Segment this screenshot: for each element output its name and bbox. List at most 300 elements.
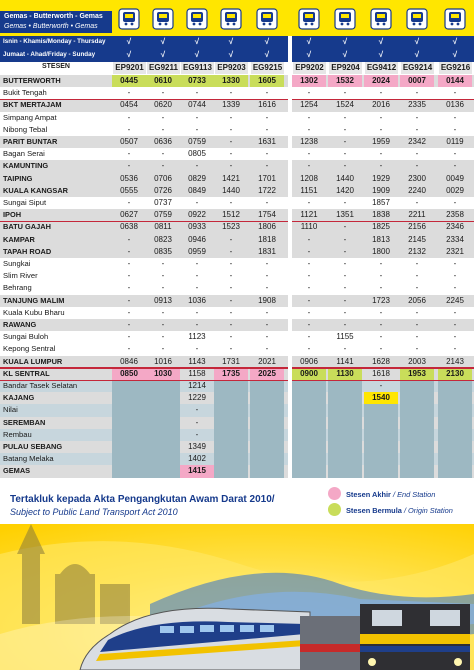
station-header: STESEN: [0, 63, 112, 70]
time-cell: -: [307, 307, 311, 317]
station-name: Nilai: [3, 405, 18, 415]
time-cell: [292, 380, 326, 392]
time-cell: [438, 392, 472, 404]
time-cell: 0850: [112, 368, 146, 380]
time-cell: -: [307, 344, 311, 354]
time-cell: [328, 453, 362, 465]
time-cell: -: [127, 124, 131, 134]
time-cell: -: [229, 332, 233, 342]
time-cell: -: [453, 320, 457, 329]
time-cell: -: [379, 320, 383, 329]
time-cell: -: [265, 344, 269, 354]
time-cell: 0119: [446, 137, 464, 146]
time-cell: 2130: [438, 368, 472, 380]
time-cell: 0811: [154, 222, 172, 232]
time-cell: 2346: [446, 222, 464, 232]
time-cell: 0029: [446, 185, 464, 195]
time-cell: 1151: [300, 185, 318, 195]
time-cell: -: [229, 112, 233, 122]
table-row: [0, 246, 474, 258]
time-cell: 0744: [188, 100, 206, 110]
time-cell: 1208: [300, 173, 318, 183]
route-line-1: Gemas - Butterworth - Gemas: [4, 13, 103, 20]
time-cell: 1402: [188, 454, 206, 464]
time-cell: 0536: [120, 173, 138, 183]
time-cell: [292, 453, 326, 465]
legend-end-bold: Stesen Akhir: [346, 490, 391, 499]
time-cell: -: [127, 88, 131, 98]
time-cell: -: [195, 307, 199, 317]
station-name: Slim River: [3, 271, 38, 281]
time-cell: [250, 429, 284, 441]
time-cell: -: [265, 198, 269, 207]
time-cell: -: [229, 161, 233, 171]
time-cell: [292, 417, 326, 429]
time-cell: 1618: [372, 368, 390, 378]
time-cell: -: [265, 259, 269, 268]
time-cell: 2003: [408, 356, 426, 366]
time-cell: [112, 417, 146, 429]
time-cell: 1155: [336, 332, 354, 342]
operates-check-icon: √: [378, 50, 384, 59]
weekday-label: Isnin - Khamis/Monday - Thursday: [3, 38, 106, 45]
time-cell: [214, 465, 248, 477]
time-cell: -: [265, 149, 269, 159]
time-cell: [328, 404, 362, 416]
station-name: TANJUNG MALIM: [3, 295, 65, 305]
time-cell: -: [127, 283, 131, 293]
table-row: [0, 148, 474, 160]
time-cell: -: [229, 88, 233, 98]
time-cell: -: [415, 344, 419, 354]
time-cell: 2358: [446, 210, 464, 220]
train-icon: [220, 8, 242, 30]
time-cell: -: [161, 283, 165, 293]
time-cell: 1540: [364, 392, 398, 404]
time-cell: 1831: [258, 246, 276, 256]
time-cell: -: [307, 161, 311, 171]
time-cell: 1123: [188, 332, 206, 342]
time-cell: 0445: [112, 75, 146, 87]
time-cell: -: [307, 295, 311, 305]
station-name: Bukit Tengah: [3, 88, 47, 98]
time-cell: 0823: [154, 234, 172, 244]
time-cell: [400, 453, 434, 465]
station-name: KUALA LUMPUR: [3, 356, 63, 366]
time-cell: -: [343, 234, 347, 244]
time-cell: [112, 392, 146, 404]
time-cell: -: [127, 344, 131, 354]
operates-check-icon: √: [228, 37, 234, 46]
time-cell: -: [265, 88, 269, 98]
time-cell: [328, 429, 362, 441]
operates-check-icon: √: [160, 37, 166, 46]
time-cell: 1813: [372, 234, 390, 244]
station-name: BATU GAJAH: [3, 222, 51, 232]
time-cell: 1158: [188, 368, 206, 378]
time-cell: -: [229, 344, 233, 354]
time-cell: 1415: [180, 465, 214, 477]
station-name: Bandar Tasek Selatan: [3, 381, 78, 390]
time-cell: [364, 465, 398, 477]
time-cell: -: [379, 344, 383, 354]
time-cell: [112, 441, 146, 453]
time-cell: 0733: [180, 75, 214, 87]
time-cell: -: [127, 307, 131, 317]
time-cell: 0555: [120, 185, 138, 195]
time-cell: [400, 404, 434, 416]
time-cell: [146, 380, 180, 392]
time-cell: 1616: [258, 100, 276, 110]
train-icon: [298, 8, 320, 30]
time-cell: 1036: [188, 295, 206, 305]
end-station-swatch: [328, 487, 341, 500]
operates-check-icon: √: [126, 50, 132, 59]
time-cell: [292, 404, 326, 416]
time-cell: -: [229, 320, 233, 329]
time-cell: [328, 441, 362, 453]
time-cell: -: [343, 222, 347, 232]
time-cell: -: [415, 283, 419, 293]
time-cell: -: [127, 112, 131, 122]
section-divider: [0, 380, 474, 381]
operates-check-icon: √: [126, 37, 132, 46]
time-cell: 0610: [146, 75, 180, 87]
time-cell: 1838: [372, 210, 390, 220]
time-cell: 0507: [120, 137, 138, 146]
station-name: Batang Melaka: [3, 454, 54, 464]
time-cell: -: [161, 149, 165, 159]
table-row: [0, 282, 474, 294]
time-cell: -: [307, 112, 311, 122]
table-row: [0, 173, 474, 185]
time-cell: -: [127, 198, 131, 207]
time-cell: [250, 404, 284, 416]
time-cell: [250, 441, 284, 453]
time-cell: 2016: [372, 100, 390, 110]
time-cell: -: [229, 246, 233, 256]
time-cell: 0759: [188, 137, 206, 146]
weekend-label: Jumaat - Ahad/Friday - Sunday: [3, 51, 96, 58]
table-row: [0, 319, 474, 331]
operates-check-icon: √: [228, 50, 234, 59]
time-cell: -: [307, 149, 311, 159]
station-name: SEREMBAN: [3, 417, 46, 427]
time-cell: -: [453, 161, 457, 171]
time-cell: [438, 453, 472, 465]
time-cell: 1229: [188, 393, 206, 403]
time-cell: -: [379, 112, 383, 122]
time-cell: [328, 392, 362, 404]
time-cell: 1143: [188, 356, 206, 366]
time-cell: -: [195, 405, 199, 415]
table-row: [0, 124, 474, 136]
time-cell: -: [379, 283, 383, 293]
time-cell: -: [229, 271, 233, 281]
time-cell: [400, 441, 434, 453]
time-cell: 1016: [154, 356, 172, 366]
time-cell: 2156: [408, 222, 426, 232]
time-cell: 1953: [400, 368, 434, 380]
time-cell: 1339: [222, 100, 240, 110]
time-cell: -: [415, 259, 419, 268]
time-cell: -: [307, 246, 311, 256]
train-number-header: EP9203: [214, 62, 248, 74]
time-cell: -: [379, 332, 383, 342]
time-cell: -: [265, 124, 269, 134]
time-cell: [438, 441, 472, 453]
time-cell: [146, 453, 180, 465]
station-name: KAMUNTING: [3, 161, 49, 171]
table-row: [0, 221, 474, 233]
time-cell: -: [195, 259, 199, 268]
table-row: [0, 392, 474, 404]
time-cell: [364, 441, 398, 453]
table-row: [0, 112, 474, 124]
table-row: [0, 87, 474, 99]
time-cell: -: [415, 198, 419, 207]
time-cell: 1420: [336, 185, 354, 195]
table-row: [0, 343, 474, 355]
time-cell: 1628: [372, 356, 390, 366]
time-cell: [400, 417, 434, 429]
time-cell: 1141: [336, 356, 354, 366]
train-number-header: EG9412: [364, 62, 398, 74]
time-cell: [250, 380, 284, 392]
time-cell: -: [161, 307, 165, 317]
time-cell: -: [415, 149, 419, 159]
table-row: [0, 417, 474, 429]
time-cell: 1214: [188, 381, 206, 390]
time-cell: -: [161, 124, 165, 134]
time-cell: [250, 465, 284, 477]
table-row: [0, 258, 474, 270]
time-cell: -: [161, 332, 165, 342]
time-cell: -: [343, 137, 347, 146]
time-cell: -: [229, 137, 233, 146]
time-cell: [146, 441, 180, 453]
time-cell: 1929: [372, 173, 390, 183]
operates-check-icon: √: [194, 37, 200, 46]
time-cell: -: [379, 381, 383, 390]
time-cell: -: [265, 320, 269, 329]
station-name: Kuala Kubu Bharu: [3, 307, 65, 317]
time-cell: [328, 417, 362, 429]
time-cell: -: [379, 271, 383, 281]
time-cell: -: [195, 417, 199, 427]
time-cell: 1440: [336, 173, 354, 183]
time-cell: 0959: [188, 246, 206, 256]
route-line-2: Gemas • Butterworth • Gemas: [4, 23, 98, 30]
train-icon: [256, 8, 278, 30]
station-name: Behrang: [3, 283, 32, 293]
time-cell: 2240: [408, 185, 426, 195]
time-cell: -: [453, 88, 457, 98]
time-cell: 0913: [154, 295, 172, 305]
station-name: BUTTERWORTH: [3, 76, 61, 85]
station-name: Sungkai: [3, 259, 31, 268]
time-cell: 2321: [446, 246, 464, 256]
time-cell: 1130: [328, 368, 362, 380]
time-cell: -: [265, 307, 269, 317]
table-row: [0, 429, 474, 441]
time-cell: -: [453, 259, 457, 268]
time-cell: [112, 429, 146, 441]
time-cell: 0136: [446, 100, 464, 110]
time-cell: 0900: [292, 368, 326, 380]
time-cell: 0620: [154, 100, 172, 110]
time-cell: -: [343, 112, 347, 122]
time-cell: -: [343, 161, 347, 171]
time-cell: -: [229, 198, 233, 207]
time-cell: -: [343, 283, 347, 293]
table-row: [0, 270, 474, 282]
time-cell: -: [453, 307, 457, 317]
time-cell: -: [343, 149, 347, 159]
time-cell: -: [195, 161, 199, 171]
time-cell: [146, 404, 180, 416]
time-cell: [214, 417, 248, 429]
time-cell: -: [343, 124, 347, 134]
time-cell: 1512: [222, 210, 240, 220]
time-cell: -: [379, 149, 383, 159]
time-cell: [438, 404, 472, 416]
time-cell: 2143: [446, 356, 464, 366]
time-cell: -: [195, 198, 199, 207]
time-cell: 2056: [408, 295, 426, 305]
station-name: KAJANG: [3, 393, 35, 403]
time-cell: [214, 453, 248, 465]
train-icon: [186, 8, 208, 30]
train-number-header: EG9211: [146, 62, 180, 74]
train-number-header: EG9215: [250, 62, 284, 74]
time-cell: -: [229, 234, 233, 244]
train-icon: [334, 8, 356, 30]
time-cell: 1909: [372, 185, 390, 195]
section-divider: [0, 221, 474, 222]
time-cell: [438, 465, 472, 477]
time-cell: 0049: [446, 173, 464, 183]
time-cell: 1959: [372, 137, 390, 146]
time-cell: -: [195, 271, 199, 281]
column-header-row: [0, 62, 474, 74]
time-cell: -: [307, 283, 311, 293]
time-cell: 0849: [188, 185, 206, 195]
time-cell: [214, 404, 248, 416]
train-number-header: EG9113: [180, 62, 214, 74]
time-cell: -: [161, 112, 165, 122]
time-cell: -: [379, 88, 383, 98]
time-cell: -: [195, 112, 199, 122]
time-cell: -: [127, 295, 131, 305]
time-cell: -: [127, 271, 131, 281]
time-cell: 1800: [372, 246, 390, 256]
table-row: [0, 185, 474, 197]
time-cell: 1440: [222, 185, 240, 195]
time-cell: -: [127, 259, 131, 268]
time-cell: [146, 429, 180, 441]
train-number-header: EG9214: [400, 62, 434, 74]
time-cell: -: [195, 124, 199, 134]
time-cell: 2335: [408, 100, 426, 110]
time-cell: [214, 392, 248, 404]
time-cell: 1238: [300, 137, 318, 146]
time-cell: -: [161, 259, 165, 268]
time-cell: 0835: [154, 246, 172, 256]
time-cell: -: [379, 161, 383, 171]
time-cell: -: [307, 88, 311, 98]
station-name: Nibong Tebal: [3, 124, 48, 134]
station-name: GEMAS: [3, 466, 31, 476]
operates-check-icon: √: [452, 50, 458, 59]
time-cell: 1254: [300, 100, 318, 110]
time-cell: -: [415, 307, 419, 317]
time-cell: -: [229, 149, 233, 159]
time-cell: -: [307, 332, 311, 342]
station-name: PULAU SEBANG: [3, 442, 63, 451]
time-cell: -: [453, 271, 457, 281]
time-cell: 1605: [250, 75, 284, 87]
time-cell: 0454: [120, 100, 138, 110]
time-cell: 1722: [258, 185, 276, 195]
time-cell: -: [453, 112, 457, 122]
time-cell: [146, 417, 180, 429]
time-cell: 1818: [258, 234, 276, 244]
time-cell: [292, 441, 326, 453]
time-cell: [400, 429, 434, 441]
time-cell: -: [415, 320, 419, 329]
time-cell: -: [229, 295, 233, 305]
time-cell: [112, 404, 146, 416]
time-cell: 1523: [222, 222, 240, 232]
table-row: [0, 307, 474, 319]
time-cell: -: [343, 259, 347, 268]
table-row: [0, 356, 474, 368]
time-cell: [214, 380, 248, 392]
time-cell: -: [453, 283, 457, 293]
operates-check-icon: √: [194, 50, 200, 59]
time-cell: 1723: [372, 295, 390, 305]
train-icon: [118, 8, 140, 30]
time-cell: -: [195, 320, 199, 329]
time-cell: -: [379, 307, 383, 317]
time-cell: [112, 465, 146, 477]
time-cell: [250, 392, 284, 404]
time-cell: 0726: [154, 185, 172, 195]
time-cell: 2300: [408, 173, 426, 183]
time-cell: -: [453, 198, 457, 207]
station-name: IPOH: [3, 210, 22, 220]
time-cell: -: [343, 198, 347, 207]
time-cell: -: [343, 320, 347, 329]
station-name: KUALA KANGSAR: [3, 185, 69, 195]
time-cell: 2132: [408, 246, 426, 256]
station-name: KL SENTRAL: [3, 368, 50, 378]
table-row: [0, 295, 474, 307]
time-cell: -: [229, 307, 233, 317]
operates-check-icon: √: [306, 50, 312, 59]
time-cell: 1524: [336, 100, 354, 110]
section-divider: [0, 99, 474, 100]
time-cell: -: [127, 149, 131, 159]
weekday-row: [0, 36, 474, 49]
time-cell: 1806: [258, 222, 276, 232]
operates-check-icon: √: [342, 37, 348, 46]
time-cell: 2334: [446, 234, 464, 244]
time-cell: 0706: [154, 173, 172, 183]
time-cell: 0933: [188, 222, 206, 232]
station-name: Simpang Ampat: [3, 112, 57, 122]
